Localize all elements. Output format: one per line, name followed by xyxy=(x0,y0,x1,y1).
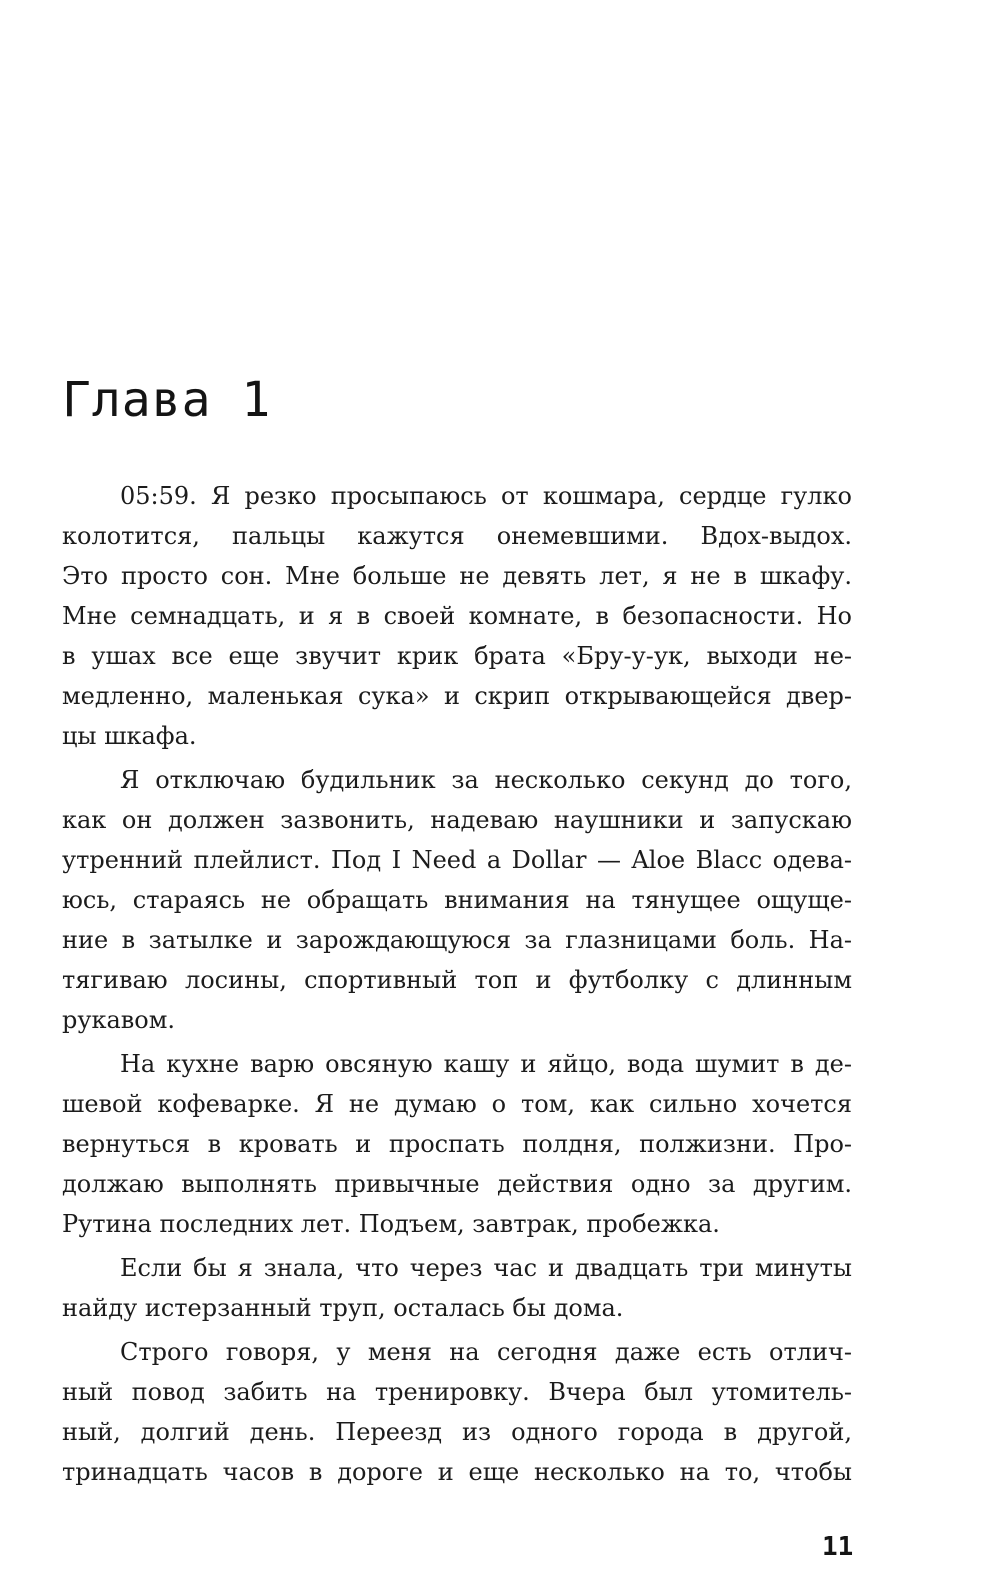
chapter-body xyxy=(62,476,852,1496)
text-line: тягиваю лосины, спортивный топ и футболку с длинным xyxy=(62,966,852,994)
text-line: найду истерзанный труп, осталась бы дома. xyxy=(62,1294,624,1322)
text-line: рукавом. xyxy=(62,1006,176,1034)
text-line: юсь, стараясь не обращать внимания на тянущее ощуще- xyxy=(62,886,852,914)
text-line: Я отключаю будильник за несколько секунд до того, xyxy=(120,766,852,794)
paragraph xyxy=(62,476,852,756)
paragraph xyxy=(62,1248,852,1328)
text-line: утренний плейлист. Под I Need a Dollar — Aloe Blacc одева- xyxy=(62,846,852,874)
text-line: как он должен зазвонить, надеваю наушники и запускаю xyxy=(62,806,852,834)
text-line: На кухне варю овсяную кашу и яйцо, вода шумит в де- xyxy=(120,1050,852,1078)
text-line: медленно, маленькая сука» и скрип открывающейся двер- xyxy=(62,682,852,710)
paragraph xyxy=(62,760,852,1040)
text-line: цы шкафа. xyxy=(62,722,197,750)
paragraph xyxy=(62,1332,852,1492)
paragraph xyxy=(62,1044,852,1244)
text-line: Рутина последних лет. Подъем, завтрак, пробежка. xyxy=(62,1210,720,1238)
text-line: шевой кофеварке. Я не думаю о том, как сильно хочется xyxy=(62,1090,852,1118)
text-line: вернуться в кровать и проспать полдня, полжизни. Про- xyxy=(62,1130,852,1158)
text-line: тринадцать часов в дороге и еще несколько на то, чтобы xyxy=(62,1458,852,1486)
text-line: колотится, пальцы кажутся онемевшими. Вдох-выдох. xyxy=(62,522,852,550)
text-line: в ушах все еще звучит крик брата «Бру-у-ук, выходи не- xyxy=(62,642,852,670)
text-line: должаю выполнять привычные действия одно за другим. xyxy=(62,1170,852,1198)
text-line: Строго говоря, у меня на сегодня даже есть отлич- xyxy=(120,1338,852,1366)
text-line: ние в затылке и зарождающуюся за глазницами боль. На- xyxy=(62,926,852,954)
chapter-title: Глава 1 xyxy=(62,372,272,428)
text-line: ный, долгий день. Переезд из одного города в другой, xyxy=(62,1418,852,1446)
text-line: 05:59. Я резко просыпаюсь от кошмара, сердце гулко xyxy=(120,482,852,510)
text-line: ный повод забить на тренировку. Вчера был утомитель- xyxy=(62,1378,852,1406)
page-number: 11 xyxy=(822,1532,854,1562)
text-line: Это просто сон. Мне больше не девять лет, я не в шкафу. xyxy=(62,562,852,590)
text-line: Если бы я знала, что через час и двадцать три минуты xyxy=(120,1254,852,1282)
text-line: Мне семнадцать, и я в своей комнате, в безопасности. Но xyxy=(62,602,852,630)
